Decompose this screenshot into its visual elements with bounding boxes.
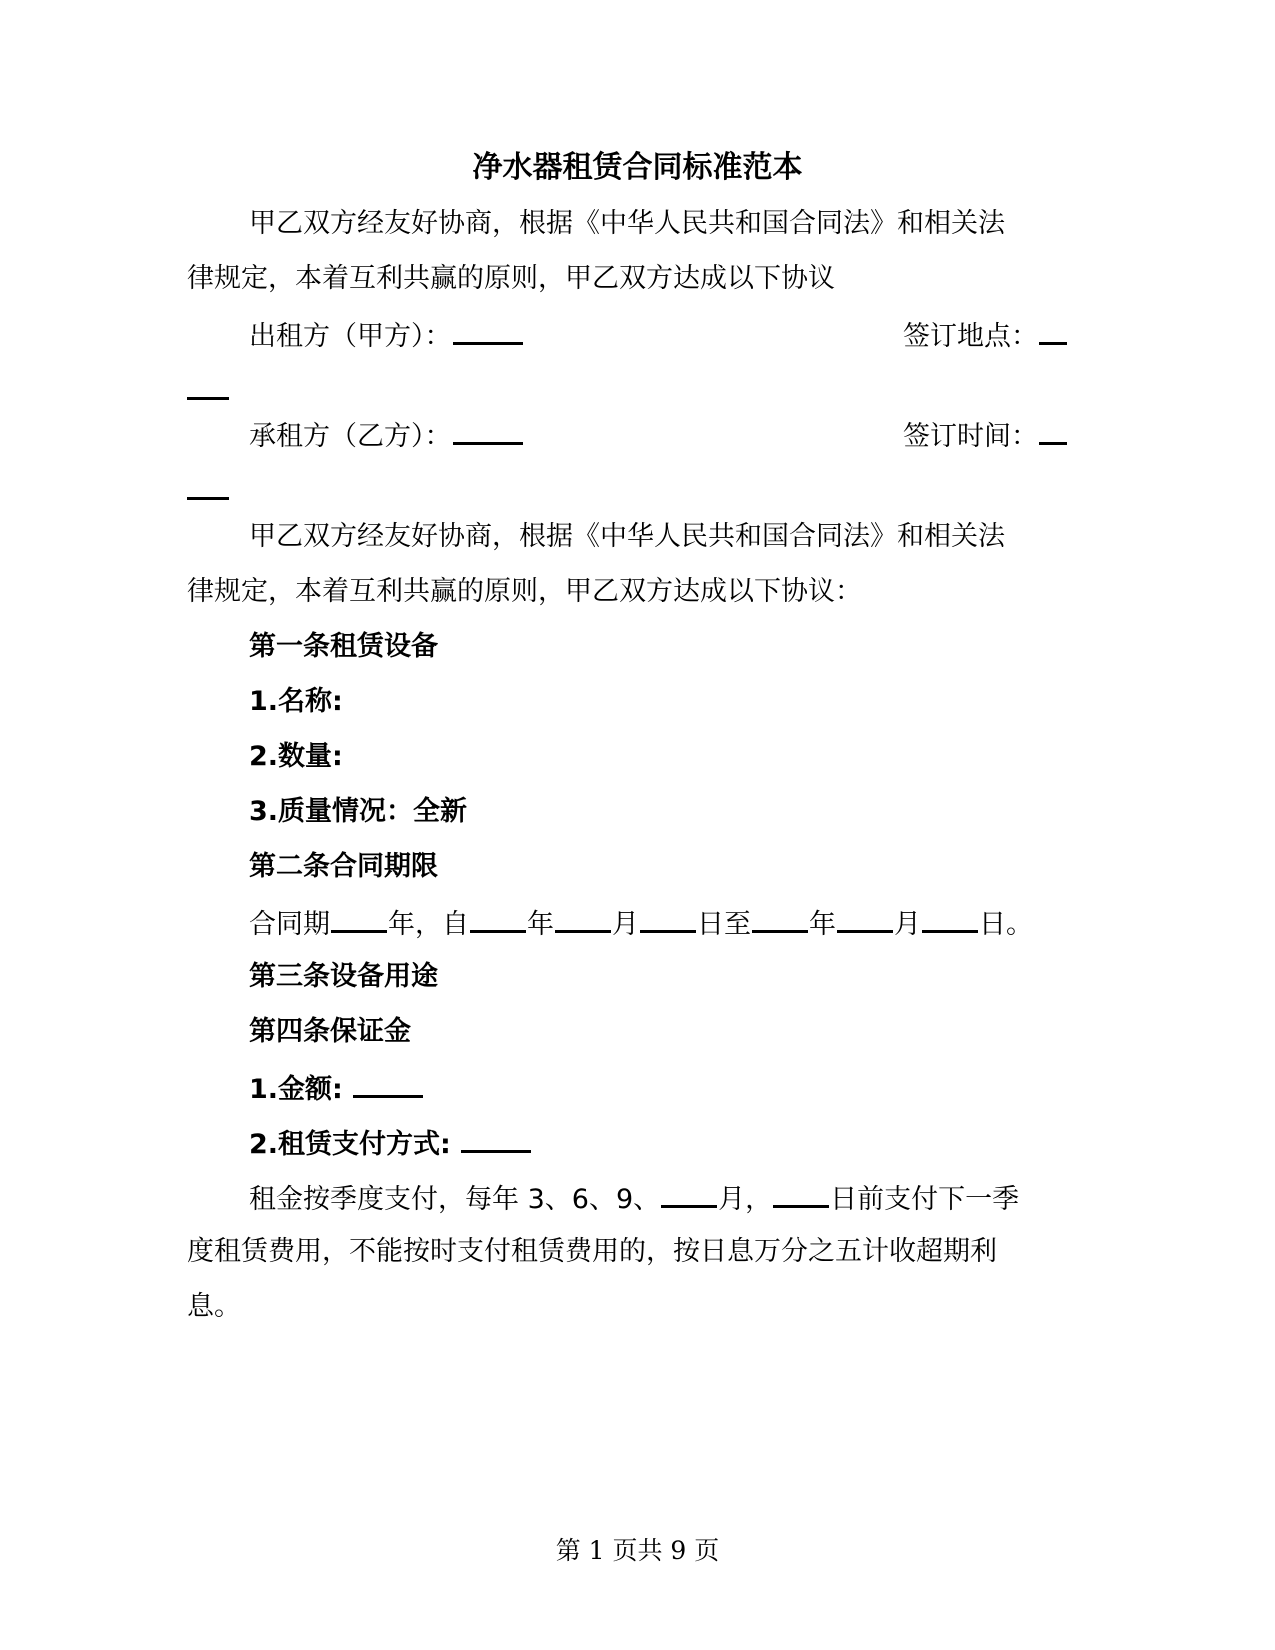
lessor-label: 出租方（甲方）： <box>249 321 452 352</box>
page-number-footer: 第 1 页共 9 页 <box>555 1536 720 1565</box>
term-blank <box>555 906 611 933</box>
deposit-amount-blank <box>353 1071 423 1098</box>
article1-heading: 第一条租赁设备 <box>249 631 438 662</box>
term-blank <box>922 906 978 933</box>
signing-time-blank <box>1039 418 1067 445</box>
term-text: 月 <box>894 909 921 940</box>
lessee-blank <box>453 418 523 445</box>
term-text: 月 <box>612 909 639 940</box>
article3-heading: 第三条设备用途 <box>249 961 438 992</box>
deposit-amount-field <box>249 1071 424 1106</box>
term-blank <box>837 906 893 933</box>
payment-paragraph-line <box>249 1181 1019 1216</box>
signing-time-blank-continuation <box>187 497 229 500</box>
term-text: 年，自 <box>388 909 469 940</box>
term-text: 年 <box>527 909 554 940</box>
signing-place-blank <box>1039 318 1067 345</box>
article1-item-quantity: 2.数量: <box>249 741 343 772</box>
signing-time-field <box>903 418 1068 453</box>
signing-time-label: 签订时间： <box>903 421 1038 452</box>
payment-day-blank <box>773 1181 829 1208</box>
payment-paragraph-line: 息。 <box>187 1291 241 1322</box>
deposit-amount-label: 1.金额: <box>249 1074 343 1105</box>
term-blank <box>752 906 808 933</box>
term-blank <box>640 906 696 933</box>
lessor-blank <box>453 318 523 345</box>
document-title: 净水器租赁合同标准范本 <box>472 150 803 185</box>
article2-heading: 第二条合同期限 <box>249 851 438 882</box>
signing-place-field <box>903 318 1068 353</box>
contract-term-line <box>249 906 1033 941</box>
article4-heading: 第四条保证金 <box>249 1016 411 1047</box>
term-text: 日。 <box>979 909 1033 940</box>
intro-paragraph-line: 甲乙双方经友好协商，根据《中华人民共和国合同法》和相关法 <box>249 208 1005 239</box>
payment-text: 租金按季度支付，每年 3、6、9、 <box>249 1184 661 1215</box>
payment-method-field <box>249 1126 532 1161</box>
signing-place-blank-continuation <box>187 397 229 400</box>
term-text: 日至 <box>697 909 751 940</box>
term-text: 合同期 <box>249 909 330 940</box>
term-blank <box>331 906 387 933</box>
term-text: 年 <box>809 909 836 940</box>
lessor-field <box>249 318 524 353</box>
article1-item-name: 1.名称: <box>249 686 343 717</box>
payment-method-label: 2.租赁支付方式: <box>249 1129 451 1160</box>
intro-paragraph-line: 律规定，本着互利共赢的原则，甲乙双方达成以下协议： <box>187 576 862 607</box>
payment-paragraph-line: 度租赁费用，不能按时支付租赁费用的，按日息万分之五计收超期利 <box>187 1236 997 1267</box>
article1-item-quality: 3.质量情况：全新 <box>249 796 468 827</box>
payment-method-blank <box>461 1126 531 1153</box>
lessee-label: 承租方（乙方）： <box>249 421 452 452</box>
intro-paragraph-line: 甲乙双方经友好协商，根据《中华人民共和国合同法》和相关法 <box>249 521 1005 552</box>
term-blank <box>470 906 526 933</box>
signing-place-label: 签订地点： <box>903 321 1038 352</box>
intro-paragraph-line: 律规定，本着互利共赢的原则，甲乙双方达成以下协议 <box>187 263 835 294</box>
payment-month-blank <box>661 1181 717 1208</box>
lessee-field <box>249 418 524 453</box>
payment-text: 日前支付下一季 <box>830 1184 1020 1215</box>
payment-text: 月， <box>718 1184 773 1215</box>
